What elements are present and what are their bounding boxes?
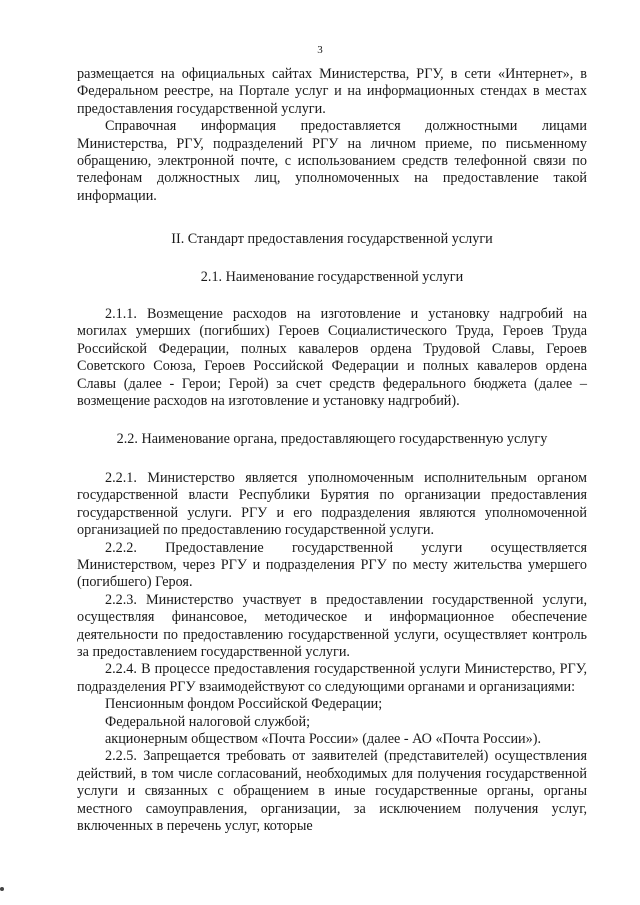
paragraph-reference-info: Справочная информация предоставляется должностными лицами Министерства, РГУ, подразделений РГУ на личном приеме, по письменному обращению, электронной почте, с использованием средств телефонной связи по телефонам должностных лиц, уполномоченных на предоставление такой информации.: [77, 118, 587, 204]
item-2-1-1: 2.1.1. Возмещение расходов на изготовление и установку надгробий на могилах умерших (погибших) Героев Социалистического Труда, Героев Труда Российской Федерации, полных кавалеров ордена Трудовой Славы, Героев Советского Союза, Героев Российской Федерации и полных кавалеров ордена Славы (далее - Герои; Герой) за счет средств федерального бюджета (далее – возмещение расходов на изготовление и установку надгробий).: [77, 306, 587, 410]
item-2-2-4: 2.2.4. В процессе предоставления государственной услуги Министерство, РГУ, подразделения РГУ взаимодействуют со следующими органами и организациями:: [77, 661, 587, 695]
paragraph-info-placement: размещается на официальных сайтах Министерства, РГУ, в сети «Интернет», в Федеральном реестре, на Портале услуг и на информационных стендах в местах предоставления государственной услуги.: [77, 66, 587, 117]
document-body: [77, 66, 587, 835]
page-number: 3: [317, 44, 323, 56]
organization-tax-service: Федеральной налоговой службой;: [105, 713, 311, 730]
subsection-heading-service-name: 2.1. Наименование государственной услуги: [200, 268, 464, 285]
item-2-2-1: 2.2.1. Министерство является уполномоченным исполнительным органом государственной власти Республики Бурятия по организации предоставления государственной услуги. РГУ и его подразделения являются уполномоченной организацией по предоставлению государственной услуги.: [77, 469, 587, 539]
section-heading-standard: II. Стандарт предоставления государственной услуги: [171, 231, 493, 248]
item-2-2-2: 2.2.2. Предоставление государственной услуги осуществляется Министерством, через РГУ и подразделения РГУ по месту жительства умершего (погибшего) Героя.: [77, 539, 587, 591]
scan-artifact-mark: [0, 887, 4, 891]
organization-russian-post: акционерным обществом «Почта России» (далее - АО «Почта России»).: [105, 731, 541, 747]
item-2-2-3: 2.2.3. Министерство участвует в предоставлении государственной услуги, осуществляя финансовое, методическое и информационное обеспечение деятельности по предоставлению государственной услуги, осуществляет контроль за предоставлением государственной услуги.: [77, 591, 587, 660]
item-2-2-5: 2.2.5. Запрещается требовать от заявителей (представителей) осуществления действий, в том числе согласований, необходимых для получения государственной услуги и связанных с обращением в иные государственные органы, органы местного самоуправления, организации, за исключением получения услуг, включенных в перечень услуг, которые: [77, 748, 587, 835]
organization-pension-fund: Пенсионным фондом Российской Федерации;: [105, 696, 383, 713]
subsection-heading-authority: 2.2. Наименование органа, предоставляющего государственную услугу: [116, 430, 548, 447]
